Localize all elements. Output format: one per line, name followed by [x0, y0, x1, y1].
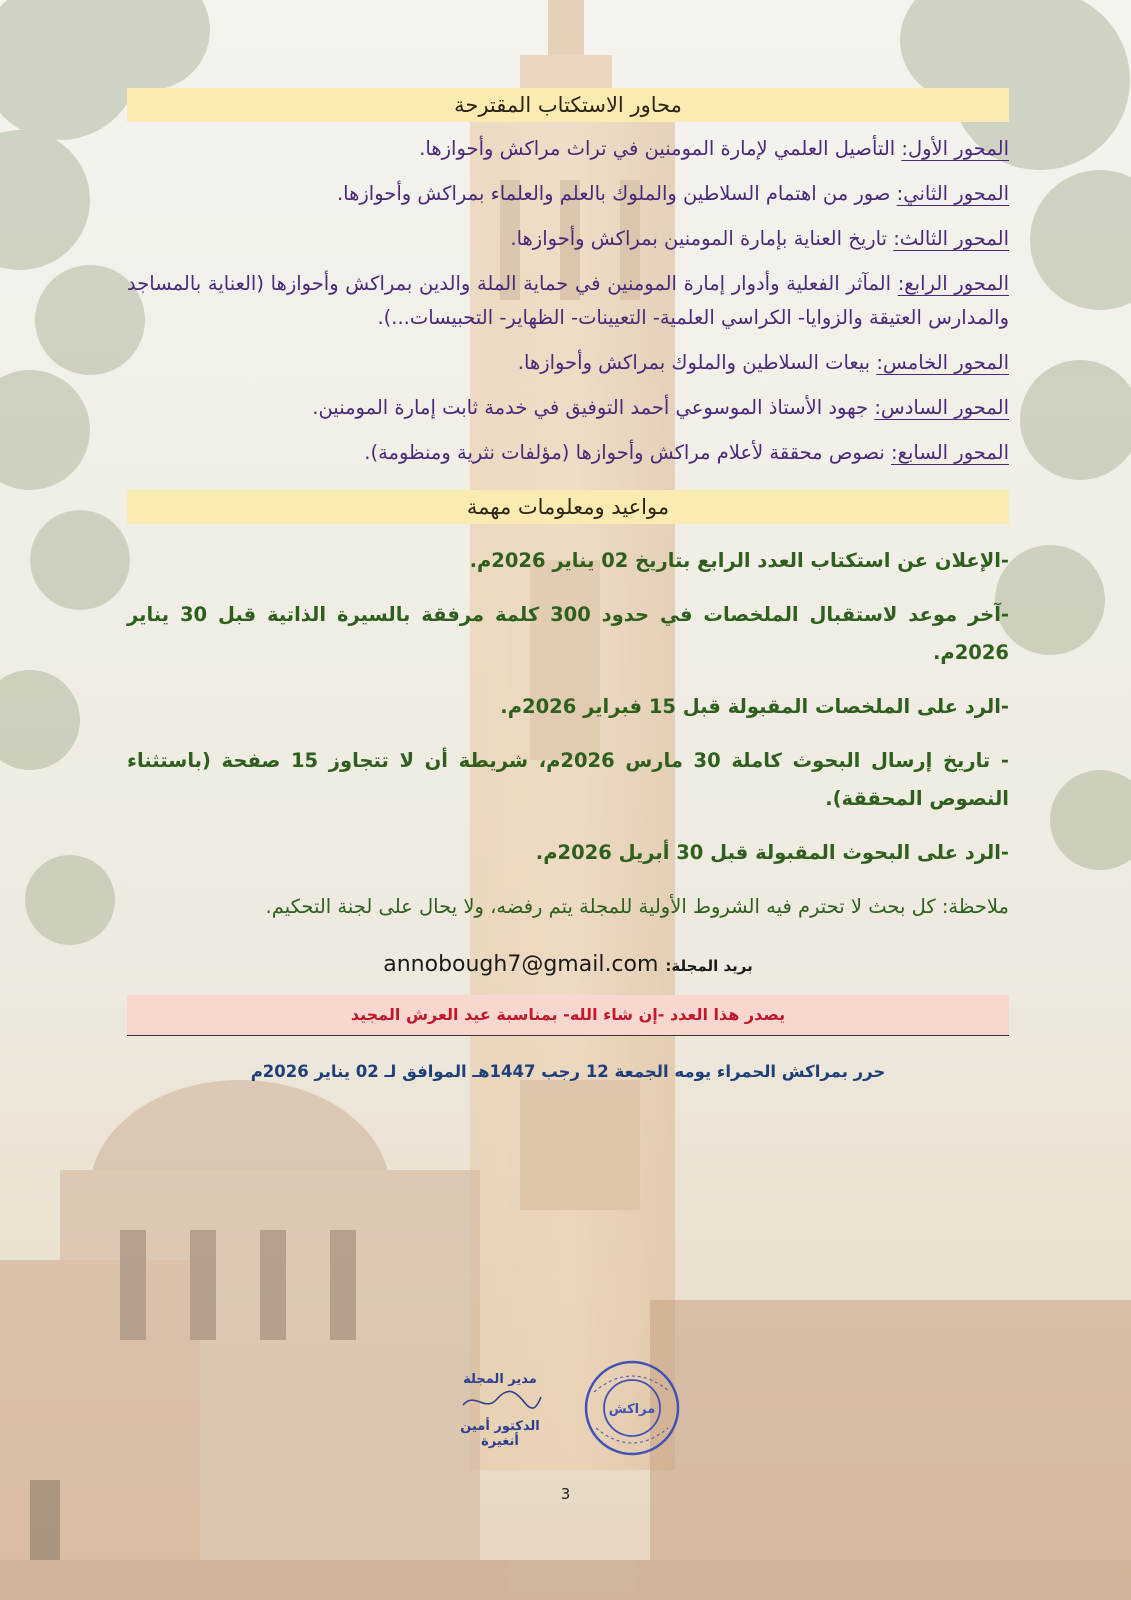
handwritten-signature: [455, 1387, 545, 1415]
axis-item: [127, 391, 1009, 425]
date-item: -الإعلان عن استكتاب العدد الرابع بتاريخ 02 يناير 2026م.: [469, 549, 1009, 572]
stamp-city: مراكش: [608, 1402, 656, 1417]
axis-text: المآثر الفعلية وأدوار إمارة المومنين في حماية الملة والدين بمراكش وأحوازها (العناية بالمساجد والمدارس العتيقة والزوايا- الكراسي العلمية- التعيينات- الظهاير- التحبيسات...).: [127, 272, 1009, 329]
written-date-line: حرر بمراكش الحمراء يومه الجمعة 12 رجب 1447هـ الموافق لـ 02 يناير 2026م: [250, 1062, 886, 1081]
axis-text: التأصيل العلمي لإمارة المومنين في تراث مراكش وأحوازها.: [419, 137, 902, 160]
dates-section-header: مواعيد ومعلومات مهمة: [127, 490, 1009, 524]
date-item: -آخر موعد لاستقبال الملخصات في حدود 300 كلمة مرفقة بالسيرة الذاتية قبل 30 يناير 2026م.: [127, 603, 1010, 664]
date-item: -الرد على الملخصات المقبولة قبل 15 فبراير 2026م.: [500, 695, 1009, 718]
email-link[interactable]: annobough7@gmail.com: [383, 952, 659, 977]
axis-label: المحور الخامس:: [876, 351, 1009, 374]
axis-item: [127, 267, 1009, 335]
issue-banner: يصدر هذا العدد -إن شاء الله- بمناسبة عيد العرش المجيد: [127, 995, 1009, 1036]
journal-stamp: [582, 1358, 682, 1458]
page-content: [127, 88, 1009, 1081]
axis-label: المحور الرابع:: [897, 272, 1009, 295]
axis-text: نصوص محققة لأعلام مراكش وأحوازها (مؤلفات نثرية ومنظومة).: [364, 441, 892, 464]
axis-text: بيعات السلاطين والملوك بمراكش وأحوازها.: [517, 351, 877, 374]
date-item: - تاريخ إرسال البحوث كاملة 30 مارس 2026م، شريطة أن لا تتجاوز 15 صفحة (باستثناء النصوص المحققة).: [127, 749, 1009, 810]
axis-item: [127, 222, 1009, 256]
axis-label: المحور الأول:: [901, 137, 1009, 160]
axis-item: [127, 132, 1009, 166]
axis-label: المحور الثاني:: [896, 182, 1009, 205]
submission-note: ملاحظة: كل بحث لا تحترم فيه الشروط الأولية للمجلة يتم رفضه، ولا يحال على لجنة التحكيم.: [265, 895, 1009, 918]
email-label: بريد المجلة:: [665, 957, 753, 975]
signature-name: الدكتور أمين أنغيرة: [460, 1419, 540, 1449]
signature-block: [440, 1372, 560, 1449]
axis-label: المحور السابع:: [891, 441, 1009, 464]
axis-label: المحور الثالث:: [893, 227, 1009, 250]
signature-title: مدير المجلة: [463, 1372, 537, 1387]
axis-text: صور من اهتمام السلاطين والملوك بالعلم والعلماء بمراكش وأحوازها.: [336, 182, 897, 205]
axis-label: المحور السادس:: [874, 396, 1009, 419]
axes-section-header: محاور الاستكتاب المقترحة: [127, 88, 1009, 122]
axis-item: [127, 436, 1009, 470]
page-number: 3: [560, 1485, 571, 1503]
axis-item: [127, 346, 1009, 380]
axis-text: تاريخ العناية بإمارة المومنين بمراكش وأحوازها.: [510, 227, 894, 250]
contact-row: [127, 952, 1009, 977]
date-item: -الرد على البحوث المقبولة قبل 30 أبريل 2026م.: [535, 841, 1009, 864]
axis-item: [127, 177, 1009, 211]
axis-text: جهود الأستاذ الموسوعي أحمد التوفيق في خدمة ثابت إمارة المومنين.: [312, 396, 875, 419]
